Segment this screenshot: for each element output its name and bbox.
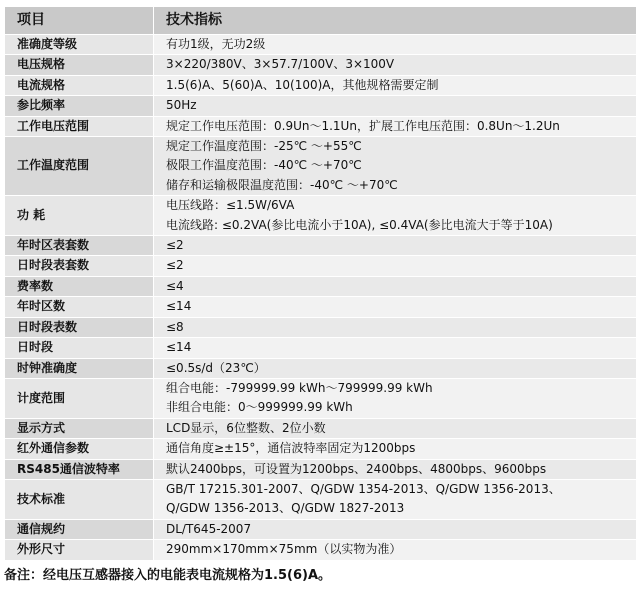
table-row bbox=[5, 256, 637, 276]
table-row bbox=[5, 317, 637, 337]
spec-label: 通信规约 bbox=[5, 519, 154, 539]
table-row bbox=[5, 358, 637, 378]
spec-label: 准确度等级 bbox=[5, 35, 154, 55]
spec-value-line: 1.5(6)A、5(60)A、10(100)A，其他规格需要定制 bbox=[166, 77, 439, 92]
spec-value-line: DL/T645-2007 bbox=[166, 521, 252, 536]
spec-value bbox=[154, 236, 637, 256]
spec-value-line: 规定工作电压范围：0.9Un～1.1Un，扩展工作电压范围：0.8Un～1.2Un bbox=[166, 118, 560, 133]
header-spec: 技术指标 bbox=[154, 7, 637, 35]
spec-value-line: 储存和运输极限温度范围：-40℃ ～+70℃ bbox=[166, 177, 398, 192]
table-row bbox=[5, 439, 637, 459]
spec-value-line: ≤14 bbox=[166, 299, 192, 314]
spec-label: 参比频率 bbox=[5, 96, 154, 116]
table-row bbox=[5, 540, 637, 560]
table-row bbox=[5, 276, 637, 296]
spec-value-line: 极限工作温度范围：-40℃ ～+70℃ bbox=[166, 158, 362, 173]
spec-label: 日时段表套数 bbox=[5, 256, 154, 276]
spec-label: 技术标准 bbox=[5, 479, 154, 519]
header-item: 项目 bbox=[5, 7, 154, 35]
spec-value-line: 有功1级，无功2级 bbox=[166, 37, 266, 51]
spec-value-line: 通信角度≥±15°，通信波特率固定为1200bps bbox=[166, 441, 416, 456]
spec-label: 功 耗 bbox=[5, 196, 154, 236]
spec-value-line: 非组合电能：0～999999.99 kWh bbox=[166, 400, 353, 415]
table-row bbox=[5, 75, 637, 95]
spec-value bbox=[154, 137, 637, 196]
spec-value bbox=[154, 317, 637, 337]
spec-label: 日时段表数 bbox=[5, 317, 154, 337]
spec-value-line: 规定工作温度范围：-25℃ ～+55℃ bbox=[166, 139, 362, 154]
table-body bbox=[5, 35, 637, 561]
footnote: 备注：经电压互感器接入的电能表电流规格为1.5(6)A。 bbox=[4, 568, 332, 583]
spec-value-line: ≤8 bbox=[166, 319, 184, 334]
spec-value-line: 默认2400bps，可设置为1200bps、2400bps、4800bps、9600bps bbox=[166, 461, 547, 476]
table-row bbox=[5, 418, 637, 438]
spec-label: 电压规格 bbox=[5, 55, 154, 75]
spec-value-line: 组合电能：-799999.99 kWh～799999.99 kWh bbox=[166, 380, 433, 395]
spec-value bbox=[154, 338, 637, 358]
spec-value bbox=[154, 96, 637, 116]
table-row bbox=[5, 378, 637, 418]
spec-value-line: 50Hz bbox=[166, 98, 197, 113]
spec-label: 日时段 bbox=[5, 338, 154, 358]
spec-value-line: GB/T 17215.301-2007、Q/GDW 1354-2013、Q/GDW 1356-2013、 bbox=[166, 481, 561, 496]
spec-label: 红外通信参数 bbox=[5, 439, 154, 459]
table-row bbox=[5, 196, 637, 236]
spec-value bbox=[154, 75, 637, 95]
spec-label: 计度范围 bbox=[5, 378, 154, 418]
table-row bbox=[5, 55, 637, 75]
spec-value bbox=[154, 55, 637, 75]
spec-value bbox=[154, 35, 637, 55]
spec-value bbox=[154, 196, 637, 236]
spec-value-line: ≤14 bbox=[166, 340, 192, 355]
table-row bbox=[5, 96, 637, 116]
spec-value bbox=[154, 297, 637, 317]
spec-value-line: ≤0.5s/d（23℃） bbox=[166, 360, 266, 375]
table-row bbox=[5, 35, 637, 55]
table-row bbox=[5, 519, 637, 539]
spec-value bbox=[154, 519, 637, 539]
table-row bbox=[5, 116, 637, 136]
table-row bbox=[5, 459, 637, 479]
table-row bbox=[5, 297, 637, 317]
table-header-row bbox=[5, 7, 637, 35]
spec-label: 年时区数 bbox=[5, 297, 154, 317]
spec-label: 时钟准确度 bbox=[5, 358, 154, 378]
spec-value bbox=[154, 276, 637, 296]
spec-value-line: 电流线路: ≤0.2VA(参比电流小于10A), ≤0.4VA(参比电流大于等于10A) bbox=[166, 217, 553, 232]
spec-value-line: ≤4 bbox=[166, 278, 184, 293]
spec-label: 工作电压范围 bbox=[5, 116, 154, 136]
spec-table bbox=[4, 6, 637, 561]
spec-value bbox=[154, 256, 637, 276]
spec-label: 电流规格 bbox=[5, 75, 154, 95]
spec-value bbox=[154, 459, 637, 479]
spec-value-line: 3×220/380V、3×57.7/100V、3×100V bbox=[166, 57, 395, 72]
table-row bbox=[5, 236, 637, 256]
spec-value bbox=[154, 378, 637, 418]
spec-value bbox=[154, 116, 637, 136]
spec-label: 费率数 bbox=[5, 276, 154, 296]
spec-value bbox=[154, 418, 637, 438]
spec-value-line: 290mm×170mm×75mm（以实物为准） bbox=[166, 542, 402, 557]
spec-value bbox=[154, 358, 637, 378]
table-row bbox=[5, 338, 637, 358]
table-row bbox=[5, 137, 637, 196]
spec-label: 年时区表套数 bbox=[5, 236, 154, 256]
spec-value bbox=[154, 479, 637, 519]
spec-value-line: ≤2 bbox=[166, 258, 184, 273]
spec-value-line: Q/GDW 1356-2013、Q/GDW 1827-2013 bbox=[166, 501, 405, 516]
spec-value-line: 电压线路：≤1.5W/6VA bbox=[166, 198, 295, 213]
spec-label: RS485通信波特率 bbox=[5, 459, 154, 479]
spec-value-line: ≤2 bbox=[166, 238, 184, 253]
spec-label: 工作温度范围 bbox=[5, 137, 154, 196]
spec-value bbox=[154, 540, 637, 560]
spec-label: 外形尺寸 bbox=[5, 540, 154, 560]
spec-value bbox=[154, 439, 637, 459]
spec-label: 显示方式 bbox=[5, 418, 154, 438]
spec-value-line: LCD显示，6位整数、2位小数 bbox=[166, 420, 326, 435]
table-row bbox=[5, 479, 637, 519]
